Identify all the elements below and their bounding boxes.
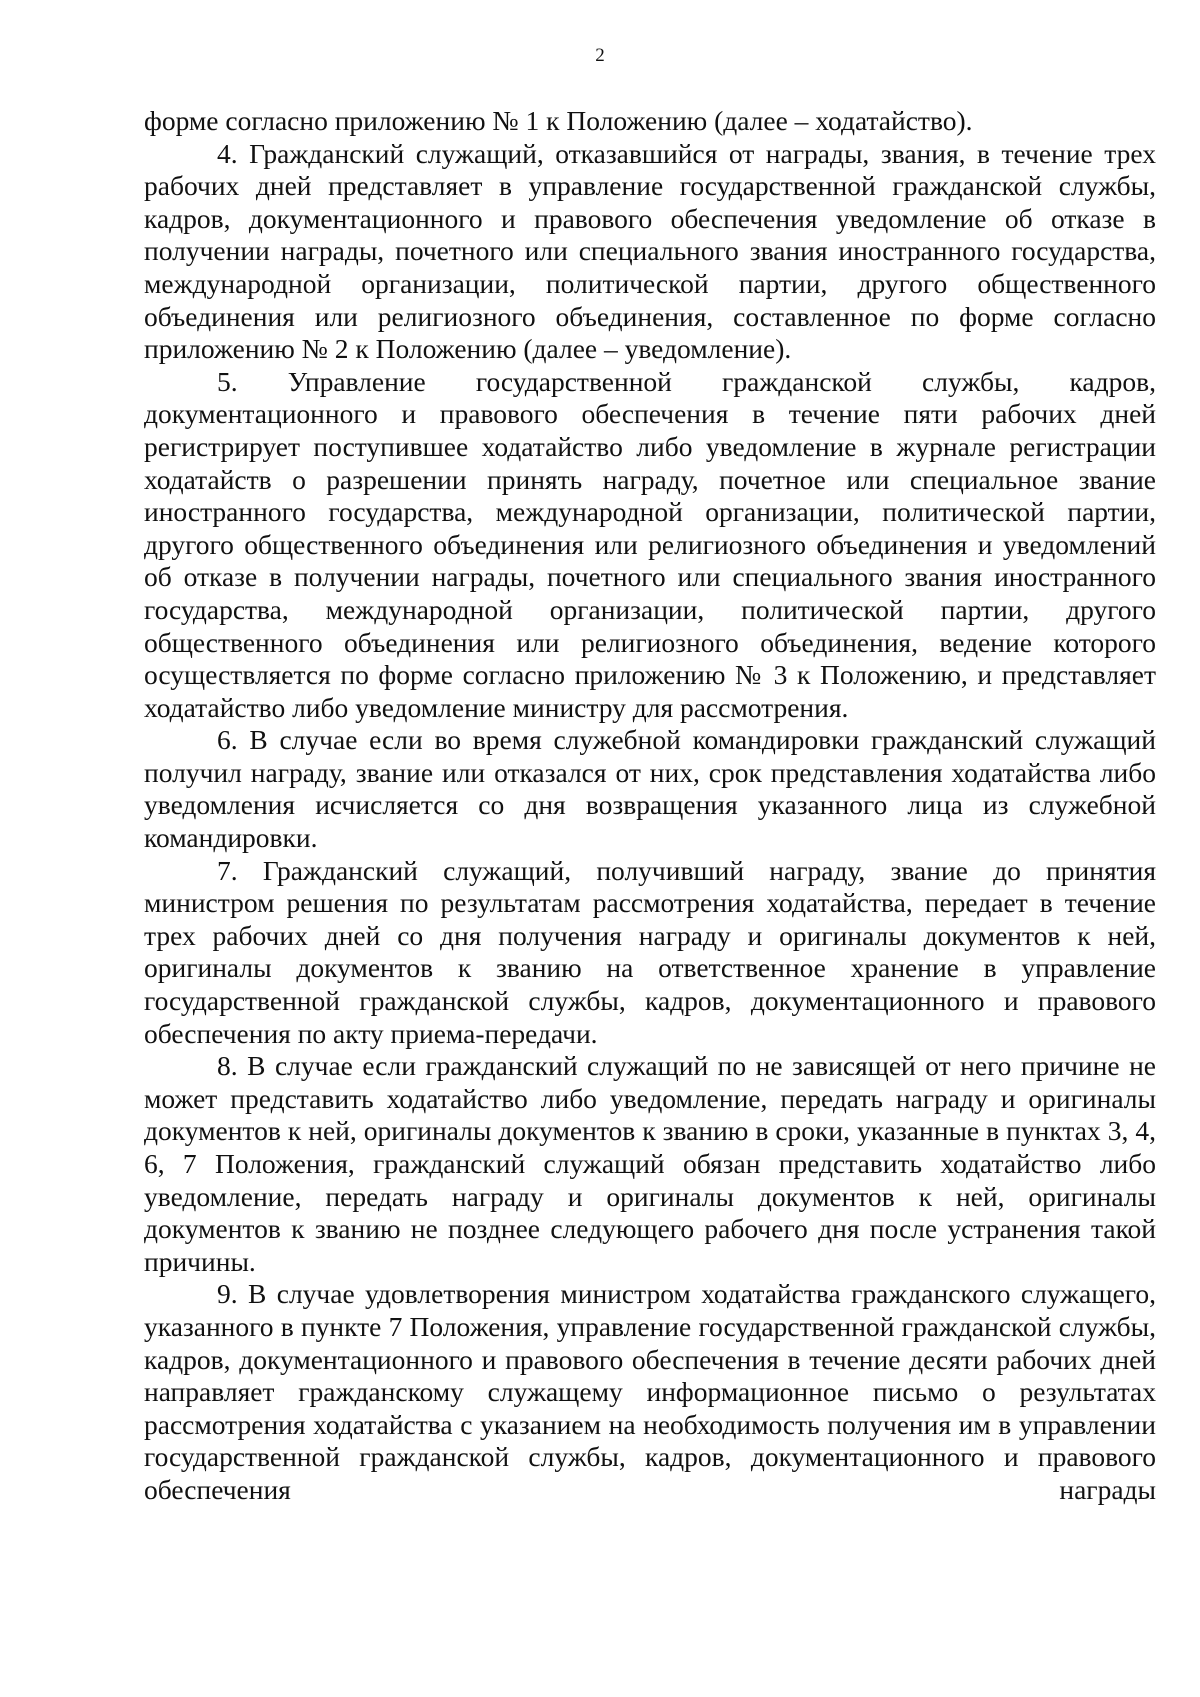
paragraph-item-5: 5. Управление государственной гражданской службы, кадров, документационного и правового обеспечения в течение пяти рабочих дней регистрирует поступившее ходатайство либо уведомление в журнале регистрации ходатайств о разрешении принять награду, почетное или специальное звание иностранного государства, международной организации, политической партии, другого общественного объединения или религиозного объединения и уведомлений об отказе в получении награды, почетного или специального звания иностранного государства, международной организации, политической партии, другого общественного объединения или религиозного объединения, ведение которого осуществляется по форме согласно приложению № 3 к Положению, и представляет ходатайство либо уведомление министру для рассмотрения. xyxy=(144,365,1156,723)
paragraph-item-6: 6. В случае если во время служебной командировки гражданский служащий получил награду, звание или отказался от них, срок представления ходатайства либо уведомления исчисляется со дня возвращения указанного лица из служебной командировки. xyxy=(144,724,1156,854)
paragraph-item-8: 8. В случае если гражданский служащий по не зависящей от него причине не может представить ходатайство либо уведомление, передать награду и оригиналы документов к ней, оригиналы документов к званию в сроки, указанные в пунктах 3, 4, 6, 7 Положения, гражданский служащий обязан представить ходатайство либо уведомление, передать награду и оригиналы документов к ней, оригиналы документов к званию не позднее следующего рабочего дня после устранения такой причины. xyxy=(144,1050,1156,1277)
document-body xyxy=(144,105,1156,1507)
paragraph-item-9: 9. В случае удовлетворения министром ходатайства гражданского служащего, указанного в пункте 7 Положения, управление государственной гражданской службы, кадров, документационного и правового обеспечения в течение десяти рабочих дней направляет гражданскому служащему информационное письмо о результатах рассмотрения ходатайства с указанием на необходимость получения им в управлении государственной гражданской службы, кадров, документационного и правового обеспечения награды xyxy=(144,1278,1156,1505)
paragraph-item-4: 4. Гражданский служащий, отказавшийся от награды, звания, в течение трех рабочих дней представляет в управление государственной гражданской службы, кадров, документационного и правового обеспечения уведомление об отказе в получении награды, почетного или специального звания иностранного государства, международной организации, политической партии, другого общественного объединения или религиозного объединения, составленное по форме согласно приложению № 2 к Положению (далее – уведомление). xyxy=(144,137,1156,365)
paragraph-continuation: форме согласно приложению № 1 к Положению (далее – ходатайство). xyxy=(144,105,973,136)
page-number: 2 xyxy=(595,45,605,66)
paragraph-item-7: 7. Гражданский служащий, получивший награду, звание до принятия министром решения по результатам рассмотрения ходатайства, передает в течение трех рабочих дней со дня получения награду и оригиналы документов к ней, оригиналы документов к званию на ответственное хранение в управление государственной гражданской службы, кадров, документационного и правового обеспечения по акту приема-передачи. xyxy=(144,854,1156,1049)
